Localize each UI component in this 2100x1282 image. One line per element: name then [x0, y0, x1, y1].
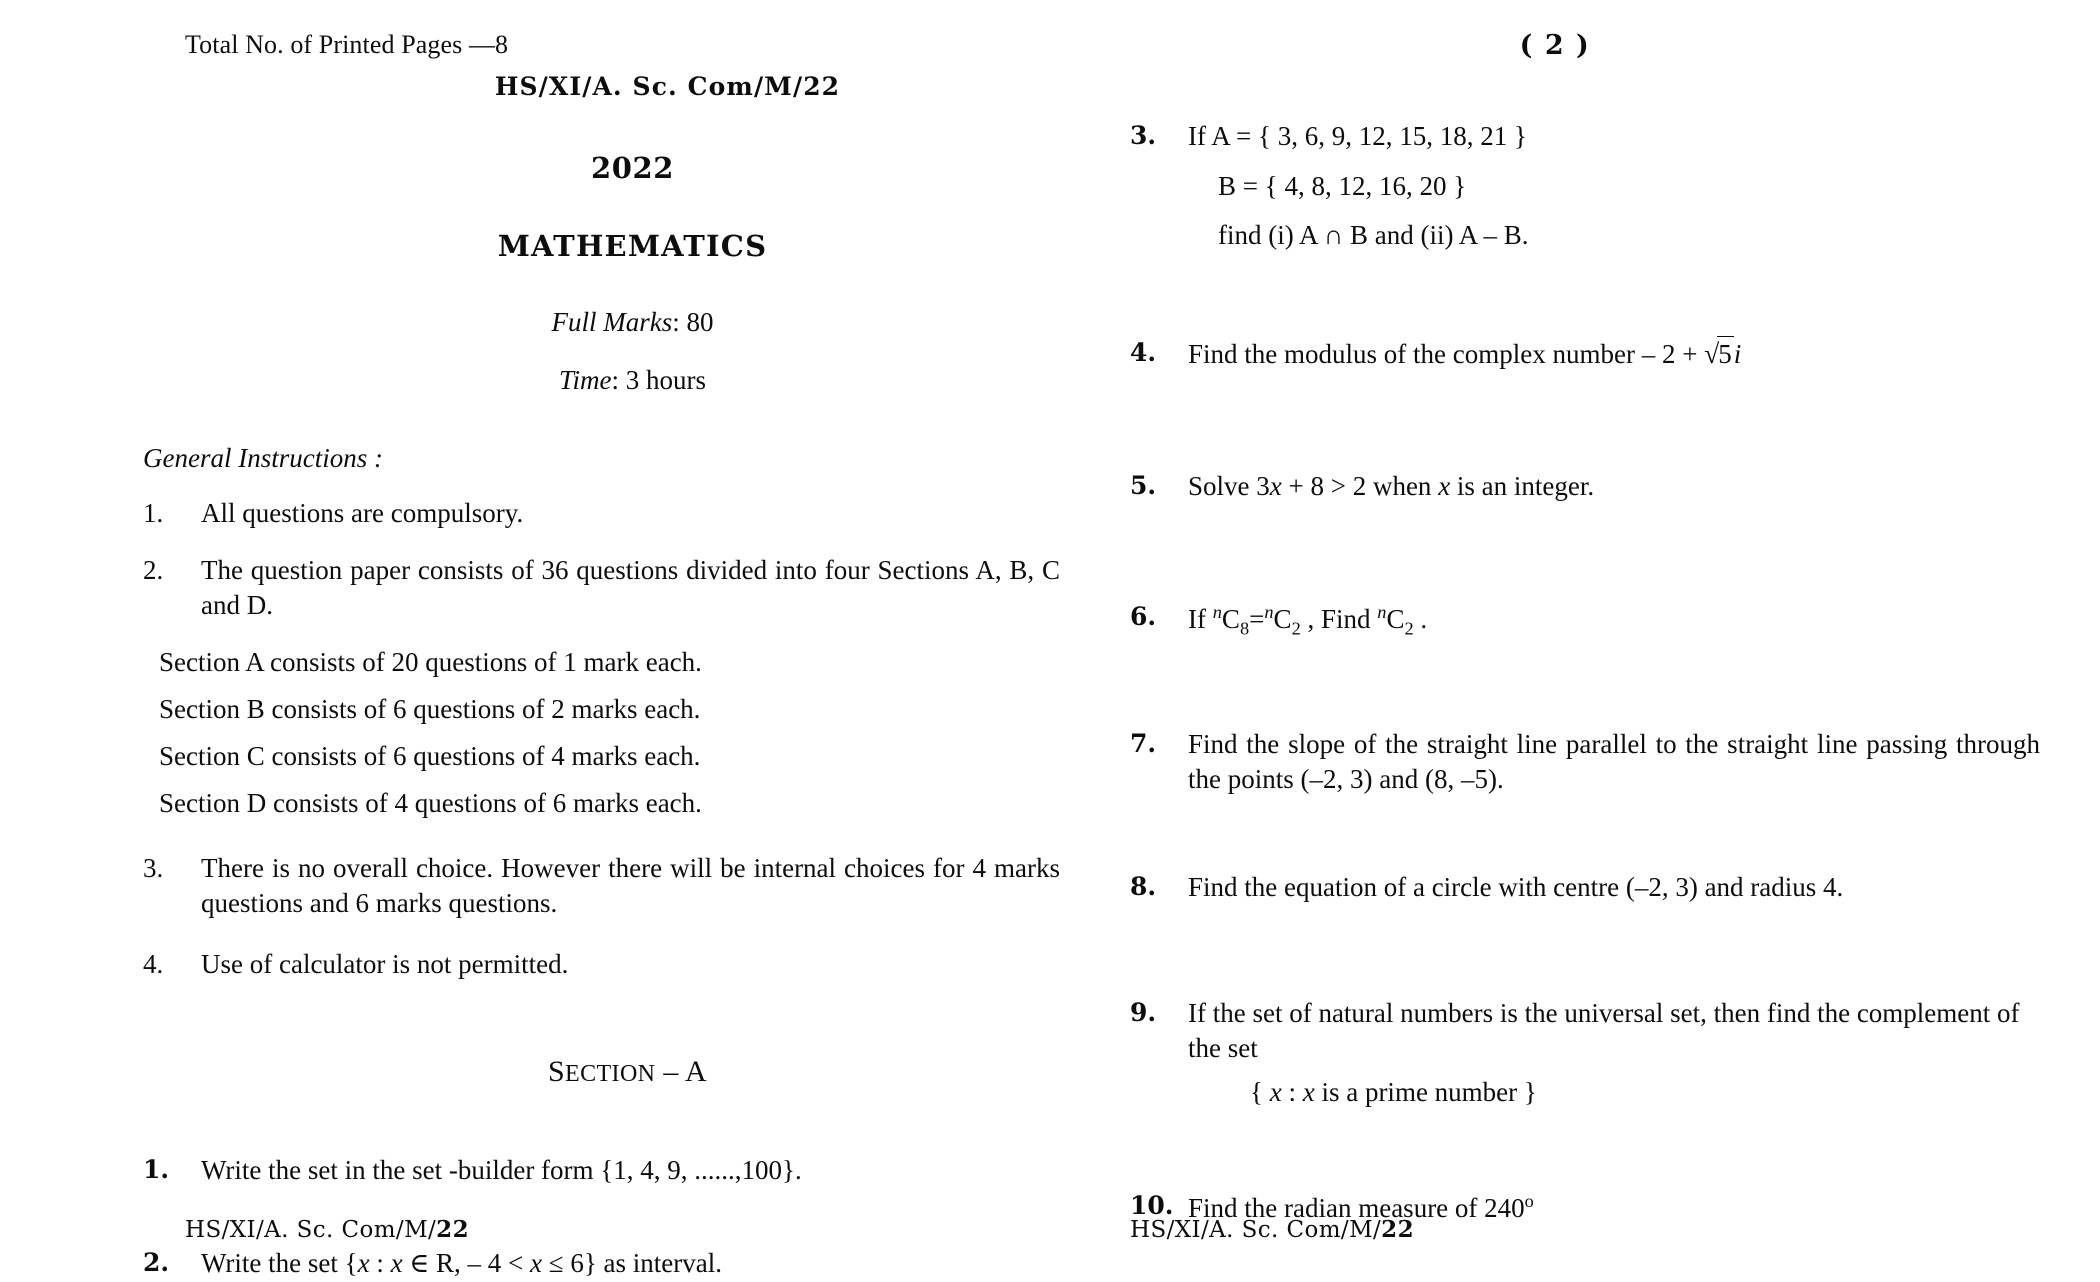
square-root-icon: √5: [1704, 336, 1734, 373]
question-9: [1130, 996, 2040, 1111]
instruction-item-3: [143, 851, 1060, 921]
paper-code: HS/XI/A. Sc. Com/M/22: [494, 72, 841, 101]
full-marks-line: [185, 307, 1060, 338]
section-breakdown-c: Section C consists of 6 questions of 4 marks each.: [159, 741, 701, 772]
q3-line-2: B = { 4, 8, 12, 16, 20 }: [1218, 170, 1467, 201]
question-number: 3.: [1130, 121, 1157, 150]
question-8: [1130, 870, 2040, 906]
section-breakdown-a: Section A consists of 20 questions of 1 mark each.: [159, 647, 702, 678]
q4-expression: [1642, 339, 1742, 369]
footer-code-bold: 22: [436, 1216, 469, 1243]
q6-sup-n-1: n: [1212, 602, 1222, 623]
full-marks-label: Full Marks: [551, 307, 673, 337]
instruction-text: Use of calculator is not permitted.: [201, 949, 569, 980]
q4-imaginary-unit: i: [1733, 338, 1742, 369]
question-number: 8.: [1130, 872, 1157, 901]
q9-set-open: {: [1250, 1076, 1270, 1107]
question-7: [1130, 727, 2040, 798]
q2-suffix: ≤ 6} as interval.: [542, 1248, 723, 1279]
question-text: [1188, 336, 2040, 373]
time-label: Time: [558, 365, 612, 395]
question-text: Find the slope of the straight line parallel to the straight line passing through the points (–2, 3) and (8, –5).: [1188, 728, 2040, 795]
time-line: [185, 365, 1060, 396]
question-text: [1188, 469, 2040, 505]
q6-sup-n-2: n: [1264, 602, 1274, 623]
subject-title: MATHEMATICS: [497, 229, 768, 263]
question-4: [1130, 336, 2040, 373]
footer-left: [185, 1216, 469, 1243]
q5-prefix: Solve 3: [1188, 470, 1270, 501]
footer-right: [1130, 1216, 1414, 1243]
instruction-item-2: [143, 553, 1060, 623]
q9-set-rest: is a prime number }: [1314, 1076, 1537, 1107]
general-instructions-title: General Instructions :: [143, 443, 383, 473]
question-text: [1188, 600, 2040, 641]
question-number: 6.: [1130, 602, 1157, 632]
q4-radicand: 5: [1717, 336, 1734, 373]
question-text: [1188, 119, 2040, 254]
question-number: 2.: [143, 1248, 170, 1278]
section-a-heading: [185, 1055, 1060, 1089]
q3-line-3: find (i) A ∩ B and (ii) A – B.: [1218, 220, 1529, 251]
question-number: 7.: [1130, 728, 1157, 758]
question-text: Find the equation of a circle with centre (–2, 3) and radius 4.: [1188, 872, 1844, 902]
question-2: [143, 1246, 1060, 1282]
section-heading-body: ECTION: [565, 1060, 656, 1087]
instruction-text: All questions are compulsory.: [201, 498, 524, 528]
question-number: 4.: [1130, 337, 1157, 367]
footer-code-bold: 22: [1381, 1216, 1414, 1243]
section-heading-tail: – A: [655, 1054, 708, 1088]
q2-variable-3: x: [530, 1248, 543, 1279]
instruction-text: The question paper consists of 36 questions divided into four Sections A, B, C and D.: [201, 555, 1060, 621]
q4-expr-prefix: – 2 +: [1641, 338, 1705, 369]
q10-prefix: Find the radian measure of 240: [1188, 1192, 1525, 1223]
q2-prefix: Write the set {: [201, 1248, 358, 1279]
q6-c-2: C: [1273, 604, 1292, 635]
footer-code: HS/XI/A. Sc. Com/M/: [185, 1217, 437, 1243]
time-value: : 3 hours: [611, 365, 706, 395]
full-marks-value: : 80: [672, 307, 714, 337]
q6-suffix: .: [1413, 604, 1428, 635]
q6-sup-n-3: n: [1377, 602, 1387, 623]
instruction-item-4: [143, 947, 1060, 982]
question-number: 9.: [1130, 997, 1157, 1027]
q9-set-line: [1250, 1075, 2040, 1111]
exam-year: 2022: [590, 151, 675, 185]
section-breakdown-b: Section B consists of 6 questions of 2 marks each.: [159, 694, 701, 725]
q2-colon: :: [369, 1248, 391, 1279]
q2-variable-1: x: [357, 1248, 370, 1279]
instruction-text: There is no overall choice. However there will be internal choices for 4 marks questions and 6 marks questions.: [201, 853, 1060, 919]
footer-code: HS/XI/A. Sc. Com/M/: [1130, 1217, 1382, 1243]
q9-variable-1: x: [1269, 1076, 1282, 1107]
q6-equals: =: [1249, 604, 1265, 635]
right-column: [1120, 0, 2100, 1275]
page-number: ( 2 ): [1519, 30, 1591, 61]
q4-prefix: Find the modulus of the complex number: [1188, 338, 1642, 369]
q9-line-1: If the set of natural numbers is the universal set, then find the complement of the set: [1188, 997, 2020, 1064]
q6-c-3: C: [1386, 604, 1405, 635]
question-text: [1188, 996, 2040, 1111]
instruction-number: 4.: [143, 949, 164, 980]
question-6: [1130, 600, 2040, 641]
q6-sub-2: 2: [1291, 618, 1301, 639]
section-breakdown-list: [143, 647, 1060, 819]
q6-c-1: C: [1221, 604, 1240, 635]
instruction-item-1: [143, 496, 1060, 531]
question-3: [1130, 119, 2040, 254]
instruction-number: 3.: [143, 853, 164, 884]
q3-line-1: If A = { 3, 6, 9, 12, 15, 18, 21 }: [1188, 121, 1527, 151]
q9-colon: :: [1281, 1076, 1303, 1107]
q5-middle: + 8 > 2 when: [1281, 470, 1439, 501]
printed-pages-label: Total No. of Printed Pages —8: [185, 30, 509, 59]
q6-sub-3: 2: [1404, 618, 1414, 639]
section-heading-initial: S: [547, 1054, 566, 1088]
q2-middle: ∈ R, – 4 <: [402, 1248, 531, 1279]
degree-icon: o: [1524, 1190, 1534, 1211]
section-breakdown-d: Section D consists of 4 questions of 6 marks each.: [159, 788, 702, 819]
question-5: [1130, 469, 2040, 505]
instruction-number: 1.: [143, 498, 164, 528]
q9-variable-2: x: [1302, 1076, 1315, 1107]
q6-middle: , Find: [1300, 604, 1378, 635]
instruction-number: 2.: [143, 555, 164, 586]
q6-sub-1: 8: [1239, 618, 1250, 639]
question-number: 10.: [1130, 1190, 1174, 1220]
q5-suffix: is an integer.: [1450, 470, 1595, 501]
q2-variable-2: x: [390, 1248, 403, 1279]
question-number: 1.: [143, 1154, 170, 1184]
q5-variable-2: x: [1438, 470, 1451, 501]
question-number: 5.: [1130, 470, 1157, 500]
q6-prefix: If: [1188, 604, 1213, 635]
question-1: [143, 1153, 1060, 1189]
question-text: Write the set in the set -builder form {1, 4, 9, ......,100}.: [201, 1154, 802, 1185]
question-text: [201, 1246, 1060, 1282]
q5-variable-1: x: [1269, 470, 1282, 501]
